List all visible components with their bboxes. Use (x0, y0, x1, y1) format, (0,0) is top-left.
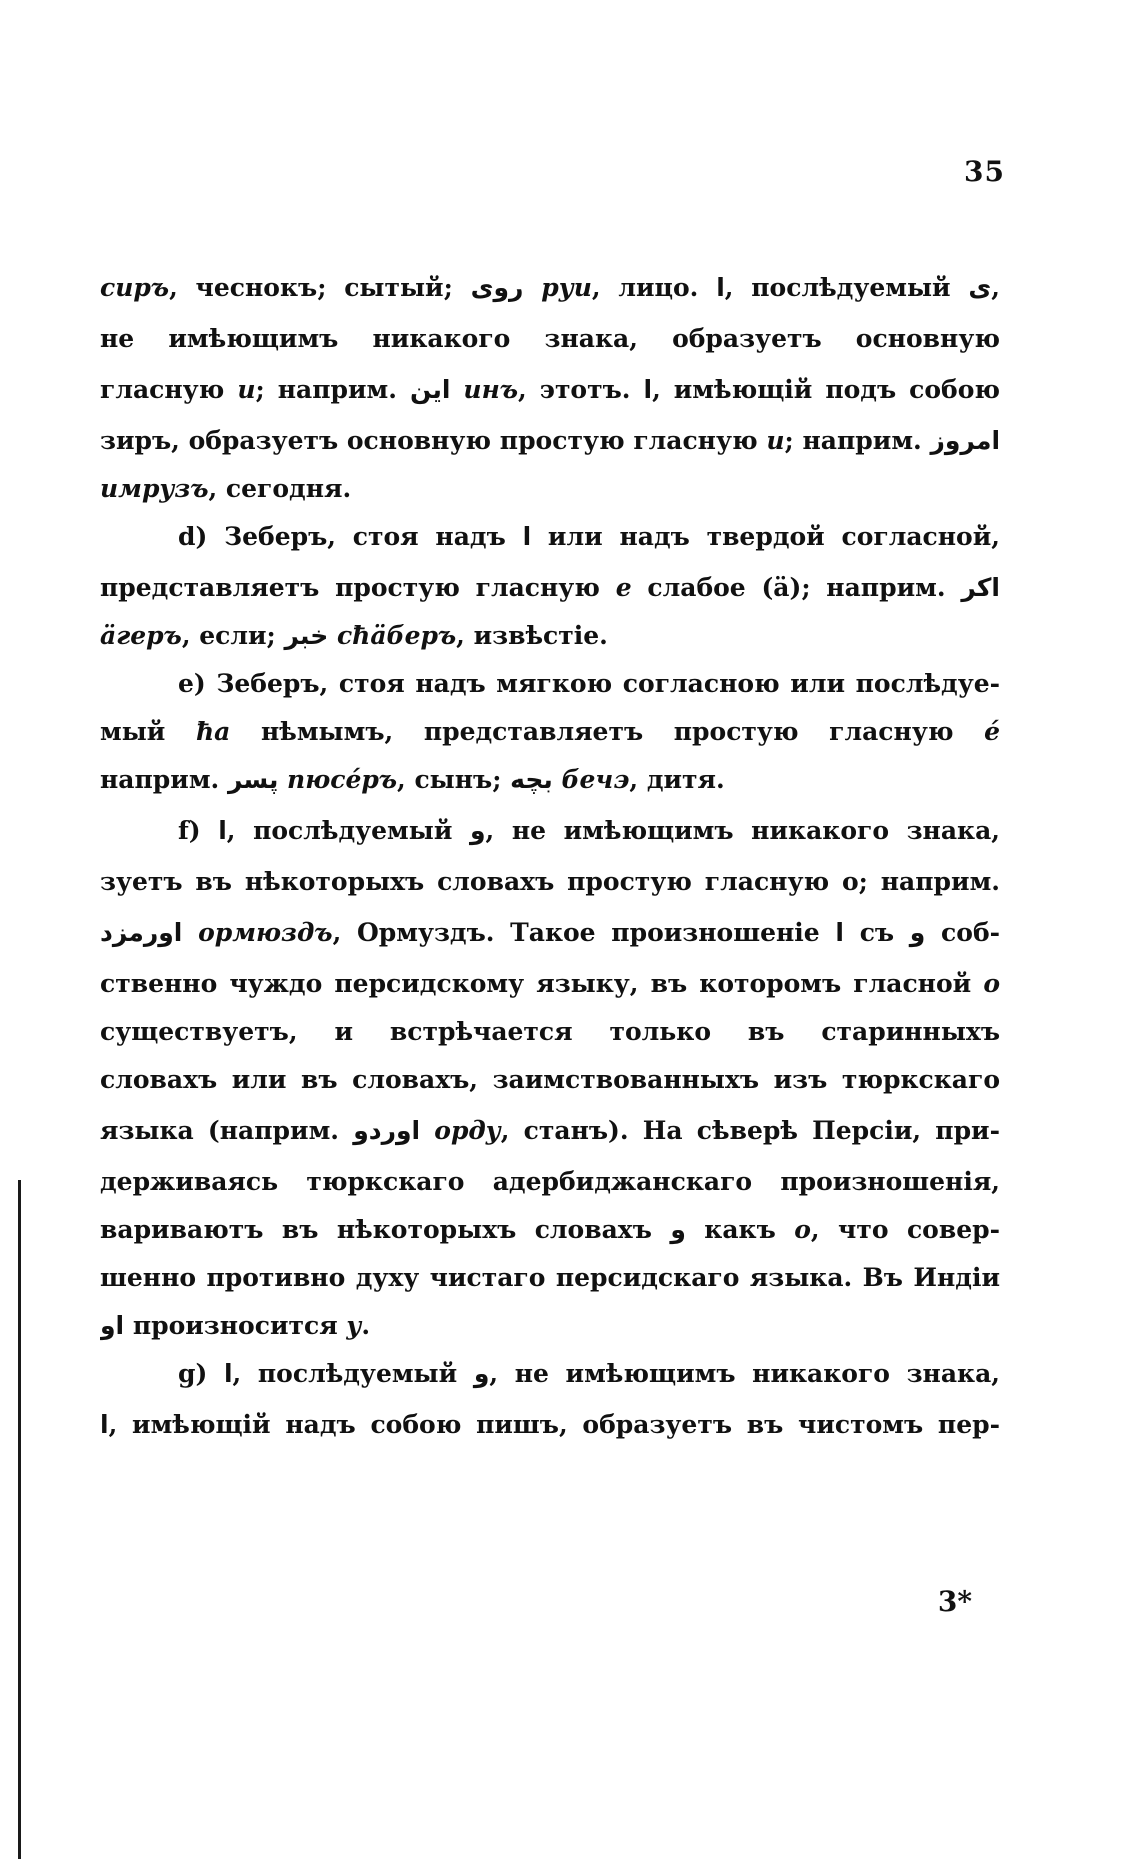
text-segment: зуетъ въ нѣкоторыхъ словахъ простую гласную о; наприм. (100, 867, 1000, 896)
text-segment: g) (178, 1359, 224, 1388)
text-line (100, 709, 1000, 754)
arabic-letter: ا (643, 375, 653, 404)
text-segment: , лицо. (591, 273, 717, 302)
text-line (100, 1348, 1000, 1399)
vowel-letter: и (237, 375, 256, 404)
text-line (100, 466, 1000, 511)
text-segment: d) Зеберъ, стоя надъ (178, 522, 523, 551)
text-line (100, 805, 1000, 856)
text-segment: e) Зеберъ, стоя надъ мягкою согласною или послѣдуе- (178, 669, 1000, 698)
text-segment: вариваютъ въ нѣкоторыхъ словахъ (100, 1215, 671, 1244)
word-transliteration: инъ (450, 375, 519, 404)
text-segment: слабое (ä); наприм. (631, 573, 962, 602)
text-segment: существуетъ, и встрѣчается только въ старинныхъ (100, 1017, 1000, 1046)
arabic-letter: و (469, 816, 486, 845)
text-segment: , извѣстіе. (456, 621, 608, 650)
arabic-word: اوردو (353, 1116, 421, 1145)
text-segment: ственно чуждо персидскому языку, въ которомъ гласной (100, 969, 984, 998)
text-line (100, 1054, 1000, 1105)
text-segment: , чеснокъ; сытый; (169, 273, 471, 302)
arabic-letter: ی (968, 273, 992, 302)
text-segment: , послѣдуемый (232, 1359, 474, 1388)
text-segment: , имѣющій надъ собою пишъ, образуетъ въ чистомъ пер- (108, 1410, 1000, 1439)
text-segment: ; наприм. (255, 375, 410, 404)
text-segment: соб- (925, 918, 1000, 947)
text-segment: представляетъ простую гласную (100, 573, 616, 602)
text-segment: мый (100, 717, 196, 746)
arabic-letter: ا (218, 816, 227, 845)
text-segment: или надъ твердой согласной, (531, 522, 1000, 551)
arabic-letter: ا (522, 522, 532, 551)
arabic-word: این (409, 375, 451, 404)
text-line (100, 1399, 1000, 1450)
text-segment: держиваясь тюркскаго адербиджанскаго произношенія, (100, 1167, 1000, 1196)
text-segment: , не имѣющимъ никакого знака, (485, 816, 1000, 845)
text-segment: произносится (124, 1311, 347, 1340)
word-transliteration: орду (420, 1116, 501, 1145)
text-segment: наприм. (100, 765, 228, 794)
text-segment: ; наприм. (784, 426, 931, 455)
text-segment: , станъ). На сѣверѣ Персіи, при- (500, 1116, 1000, 1145)
text-line (100, 313, 1000, 364)
word-transliteration: руи (523, 273, 592, 302)
vowel-letter: о (794, 1215, 811, 1244)
text-line (100, 511, 1000, 562)
text-line (100, 1303, 1000, 1348)
text-line (100, 658, 1000, 709)
text-segment: , не имѣющимъ никакого знака, (489, 1359, 1000, 1388)
arabic-letter: ا (223, 1359, 233, 1388)
text-segment: , сегодня. (208, 474, 352, 503)
text-segment: гласную (100, 375, 238, 404)
vowel-letter: é (984, 717, 1000, 746)
text-line (100, 754, 1000, 805)
text-segment: нѣмымъ, представляетъ простую гласную (230, 717, 985, 746)
text-line (100, 562, 1000, 613)
text-line (100, 262, 1000, 313)
text-line (100, 1105, 1000, 1156)
word-transliteration: пюсéръ (278, 765, 398, 794)
text-segment: , этотъ. (518, 375, 644, 404)
text-segment: словахъ или въ словахъ, заимствованныхъ изъ тюркскаго (100, 1065, 1000, 1094)
arabic-word: امروز (930, 426, 1000, 455)
text-segment: , сынъ; (397, 765, 511, 794)
text-segment: съ (843, 918, 910, 947)
vowel-letter: о (983, 969, 1000, 998)
text-segment: , дитя. (629, 765, 725, 794)
text-line (100, 364, 1000, 415)
text-line (100, 1156, 1000, 1207)
text-segment: , (991, 273, 1000, 302)
arabic-letter: و (670, 1215, 686, 1244)
text-segment: зиръ, образуетъ основную простую гласную (100, 426, 767, 455)
text-segment: f) (178, 816, 219, 845)
text-line (100, 415, 1000, 466)
arabic-word: او (100, 1311, 125, 1340)
text-segment: шенно противно духу чистаго персидскаго языка. Въ Индіи (100, 1263, 1000, 1292)
word-transliteration: cħäберъ (328, 621, 457, 650)
text-segment: какъ (685, 1215, 795, 1244)
text-segment: , Ормуздъ. Такое произношеніе (332, 918, 836, 947)
page-number: 35 (964, 155, 1005, 188)
arabic-word: بچه (510, 765, 553, 794)
text-line (100, 856, 1000, 907)
arabic-letter: و (909, 918, 926, 947)
text-segment: , послѣдуемый (226, 816, 470, 845)
arabic-word: اکر (961, 573, 1000, 602)
arabic-word: اورمزد (100, 918, 183, 947)
text-segment: , имѣющій подъ собою (652, 375, 1000, 404)
printer-signature-mark: 3* (937, 1585, 972, 1618)
word-transliteration: ħа (195, 717, 231, 746)
body-text (100, 262, 1000, 1450)
text-line (100, 613, 1000, 658)
arabic-word: پسر (227, 765, 279, 794)
text-line (100, 1252, 1000, 1303)
arabic-letter: ا (100, 1410, 109, 1439)
text-segment: , что совер- (810, 1215, 1000, 1244)
vowel-letter: е (615, 573, 632, 602)
arabic-letter: ا (716, 273, 725, 302)
text-segment: не имѣющимъ никакого знака, образуетъ основную (100, 324, 1000, 353)
arabic-letter: ا (835, 918, 844, 947)
vowel-letter: у (346, 1311, 362, 1340)
arabic-letter: و (473, 1359, 490, 1388)
text-line (100, 1207, 1000, 1252)
arabic-word: خبر (284, 621, 329, 650)
word-transliteration: сиръ (100, 273, 170, 302)
word-transliteration: ормюздъ (182, 918, 333, 947)
scan-edge-line (18, 1180, 21, 1859)
word-transliteration: бечэ (552, 765, 630, 794)
text-segment: , послѣдуемый (724, 273, 969, 302)
text-line (100, 1009, 1000, 1054)
text-line (100, 958, 1000, 1009)
word-transliteration: äгеръ (100, 621, 182, 650)
vowel-letter: и (766, 426, 785, 455)
arabic-word: روی (470, 273, 524, 302)
text-segment: , если; (181, 621, 285, 650)
text-line (100, 907, 1000, 958)
text-segment: . (361, 1311, 371, 1340)
text-segment: языка (наприм. (100, 1116, 354, 1145)
word-transliteration: имрузъ (100, 474, 209, 503)
